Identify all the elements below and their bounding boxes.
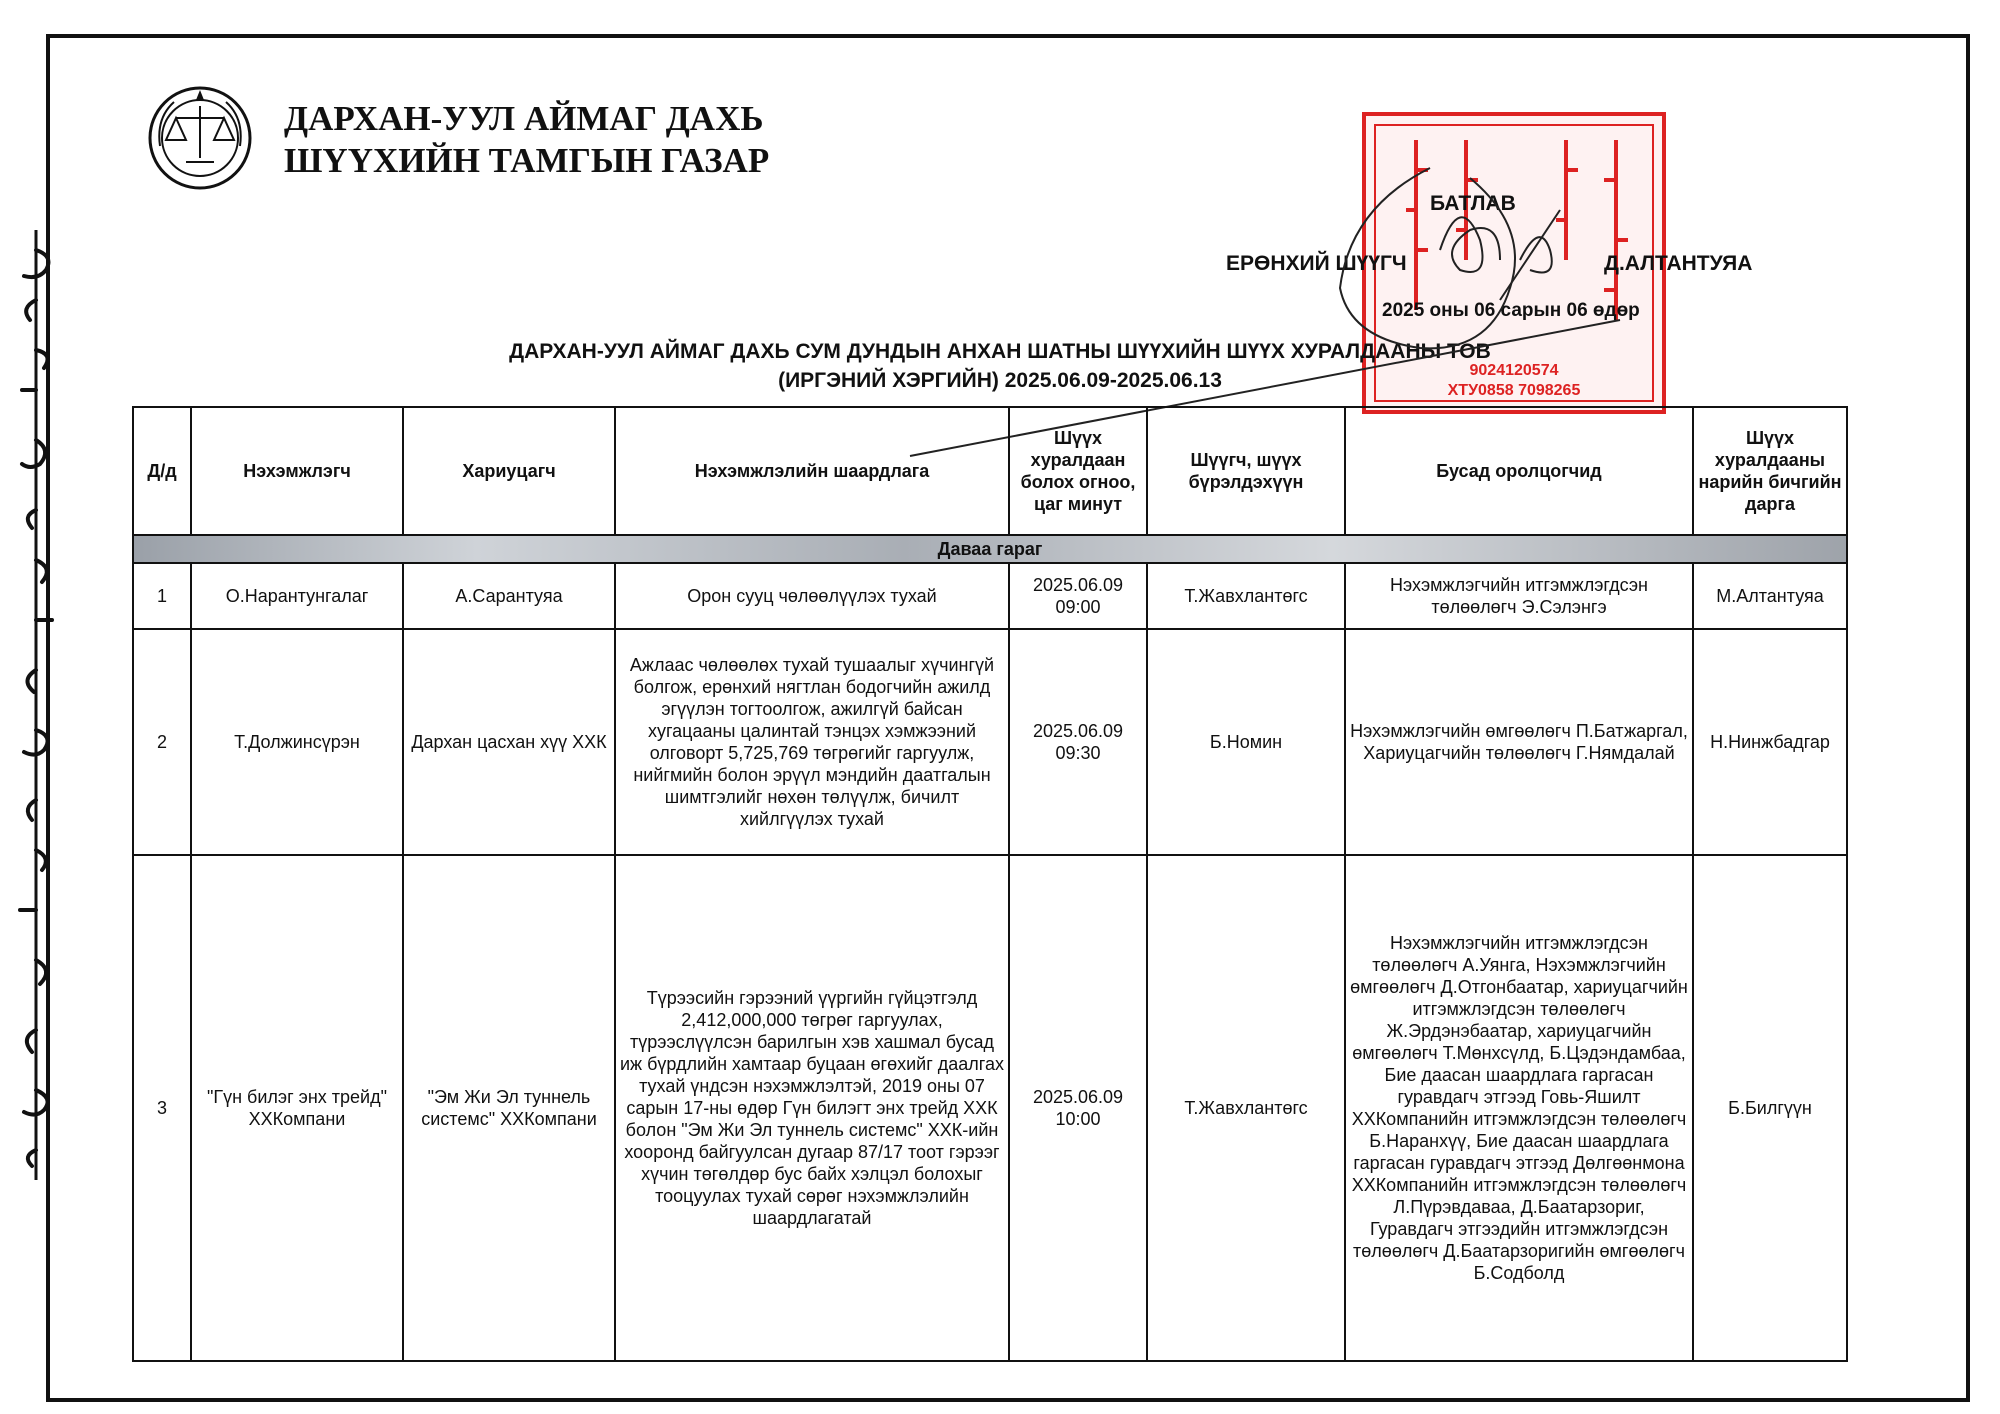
col-datetime: Шүүх хуралдаан болох огноо, цаг минут bbox=[1009, 407, 1147, 535]
approver-position: ЕРӨНХИЙ ШҮҮГЧ bbox=[1226, 252, 1407, 275]
approver-name: Д.АЛТАНТУЯА bbox=[1604, 252, 1753, 275]
row-others: Нэхэмжлэгчийн итгэмжлэгдсэн төлөөлөгч А.Уянга, Нэхэмжлэгчийн өмгөөлөгч Д.Отгонбаатар, хариуцагчийн итгэмжлэгдсэн төлөөлөгч Ж.Эрдэнэбаатар, хариуцагчийн өмгөөлөгч Т.Мөнхсүлд, Б.Цэдэндамбаа, Бие даасан шаардлага гаргасан гуравдагч этгээд Говь-Яшилт ХХКомпанийн итгэмжлэгдсэн төлөөлөгч Б.Наранхүү, Бие даасан шаардлага гаргасан гуравдагч этгээд Дөлгөөнмона ХХКомпанийн итгэмжлэгдсэн төлөөлөгч Л.Пүрэвдаваа, Д.Баатарзориг, Гуравдагч этгээдийн итгэмжлэгдсэн төлөөлөгч Д.Баатарзоригийн өмгөөлөгч Б.Содболд bbox=[1345, 855, 1693, 1361]
row-claim: Түрээсийн гэрээний үүргийн гүйцэтгэлд 2,412,000,000 төгрөг гаргуулах, түрээслүүлсэн барилгын хэв хашмал бусад иж бүрдлийн хамтаар буцаан өгөхийг даалгах тухай үндсэн нэхэмжлэлтэй, 2019 оны 07 сарын 17-ны өдөр Гүн билэгт энх трейд ХХК болон "Эм Жи Эл туннель системс" ХХК-ийн хооронд байгуулсан дугаар 87/17 тоот гэрээг хүчин төгөлдөр бус байх хэлцэл болохыг тооцуулах тухай сөрөг нэхэмжлэлийн шаардлагатай bbox=[615, 855, 1009, 1361]
col-others: Бусад оролцогчид bbox=[1345, 407, 1693, 535]
row-defendant: Дархан цасхан хүү ХХК bbox=[403, 629, 615, 855]
stamp-number-2: ХТУ0858 7098265 bbox=[1447, 382, 1581, 399]
day-label: Даваа гараг bbox=[133, 535, 1847, 563]
col-no: Д/д bbox=[133, 407, 191, 535]
org-line-1: ДАРХАН-УУЛ АЙМАГ ДАХЬ bbox=[284, 99, 764, 138]
col-claim: Нэхэмжлэлийн шаардлага bbox=[615, 407, 1009, 535]
col-defendant: Хариуцагч bbox=[403, 407, 615, 535]
row-secretary: М.Алтантуяа bbox=[1693, 563, 1847, 629]
table-row bbox=[133, 855, 1847, 1361]
row-time: 09:00 bbox=[1055, 597, 1101, 617]
row-plaintiff: "Гүн билэг энх трейд" ХХКомпани bbox=[191, 855, 403, 1361]
col-plaintiff: Нэхэмжлэгч bbox=[191, 407, 403, 535]
row-others: Нэхэмжлэгчийн өмгөөлөгч П.Батжаргал, Хариуцагчийн төлөөлөгч Г.Нямдалай bbox=[1345, 629, 1693, 855]
row-date: 2025.06.09 bbox=[1032, 575, 1124, 595]
org-line-2: ШҮҮХИЙН ТАМГЫН ГАЗАР bbox=[284, 141, 770, 180]
title-line-2: (ИРГЭНИЙ ХЭРГИЙН) 2025.06.09-2025.06.13 bbox=[778, 369, 1222, 392]
day-row bbox=[133, 535, 1847, 563]
mongolian-script-margin bbox=[6, 230, 66, 1180]
row-judge: Т.Жавхлантөгс bbox=[1147, 563, 1345, 629]
title-line-1: ДАРХАН-УУЛ АЙМАГ ДАХЬ СУМ ДУНДЫН АНХАН ШАТНЫ ШҮҮХИЙН ШҮҮХ ХУРАЛДААНЫ ТОВ bbox=[509, 340, 1491, 363]
stamp-number-1: 9024120574 bbox=[1469, 362, 1559, 379]
table-row bbox=[133, 629, 1847, 855]
row-judge: Т.Жавхлантөгс bbox=[1147, 855, 1345, 1361]
approval-date: 2025 оны 06 сарын 06 өдөр bbox=[1382, 300, 1640, 321]
row-defendant: "Эм Жи Эл туннель системс" ХХКомпани bbox=[403, 855, 615, 1361]
row-claim: Ажлаас чөлөөлөх тухай тушаалыг хүчингүй болгож, ерөнхий нягтлан бодогчийн ажилд эгүүлэн тогтоолгож, ажилгүй байсан хугацааны цалинтай тэнцэх хэмжээний олговорт 5,725,769 төгрөгийг гаргуулж, нийгмийн болон эрүүл мэндийн даатгалын шимтгэлийг нөхөн төлүүлж, бичилт хийлгүүлэх тухай bbox=[615, 629, 1009, 855]
row-datetime bbox=[1009, 563, 1147, 629]
approval-label: БАТЛАВ bbox=[1430, 192, 1516, 215]
col-judge: Шүүгч, шүүх бүрэлдэхүүн bbox=[1147, 407, 1345, 535]
schedule-table bbox=[132, 406, 1848, 1362]
document-title bbox=[380, 337, 1620, 395]
row-date: 2025.06.09 bbox=[1032, 1087, 1124, 1107]
row-secretary: Н.Нинжбадгар bbox=[1693, 629, 1847, 855]
row-secretary: Б.Билгүүн bbox=[1693, 855, 1847, 1361]
court-emblem-icon bbox=[140, 76, 260, 196]
table-row bbox=[133, 563, 1847, 629]
row-no: 1 bbox=[133, 563, 191, 629]
row-no: 3 bbox=[133, 855, 191, 1361]
row-no: 2 bbox=[133, 629, 191, 855]
row-date: 2025.06.09 bbox=[1032, 721, 1124, 741]
row-plaintiff: О.Нарантунгалаг bbox=[191, 563, 403, 629]
row-datetime bbox=[1009, 855, 1147, 1361]
organization-name bbox=[284, 98, 769, 182]
col-secretary: Шүүх хуралдааны нарийн бичгийн дарга bbox=[1693, 407, 1847, 535]
row-plaintiff: Т.Должинсүрэн bbox=[191, 629, 403, 855]
table-header-row bbox=[133, 407, 1847, 535]
row-claim: Орон сууц чөлөөлүүлэх тухай bbox=[615, 563, 1009, 629]
row-time: 10:00 bbox=[1055, 1109, 1101, 1129]
stamp-script-icon bbox=[1386, 140, 1646, 320]
row-time: 09:30 bbox=[1055, 743, 1101, 763]
row-defendant: А.Сарантуяа bbox=[403, 563, 615, 629]
row-others: Нэхэмжлэгчийн итгэмжлэгдсэн төлөөлөгч Э.Сэлэнгэ bbox=[1345, 563, 1693, 629]
row-datetime bbox=[1009, 629, 1147, 855]
row-judge: Б.Номин bbox=[1147, 629, 1345, 855]
